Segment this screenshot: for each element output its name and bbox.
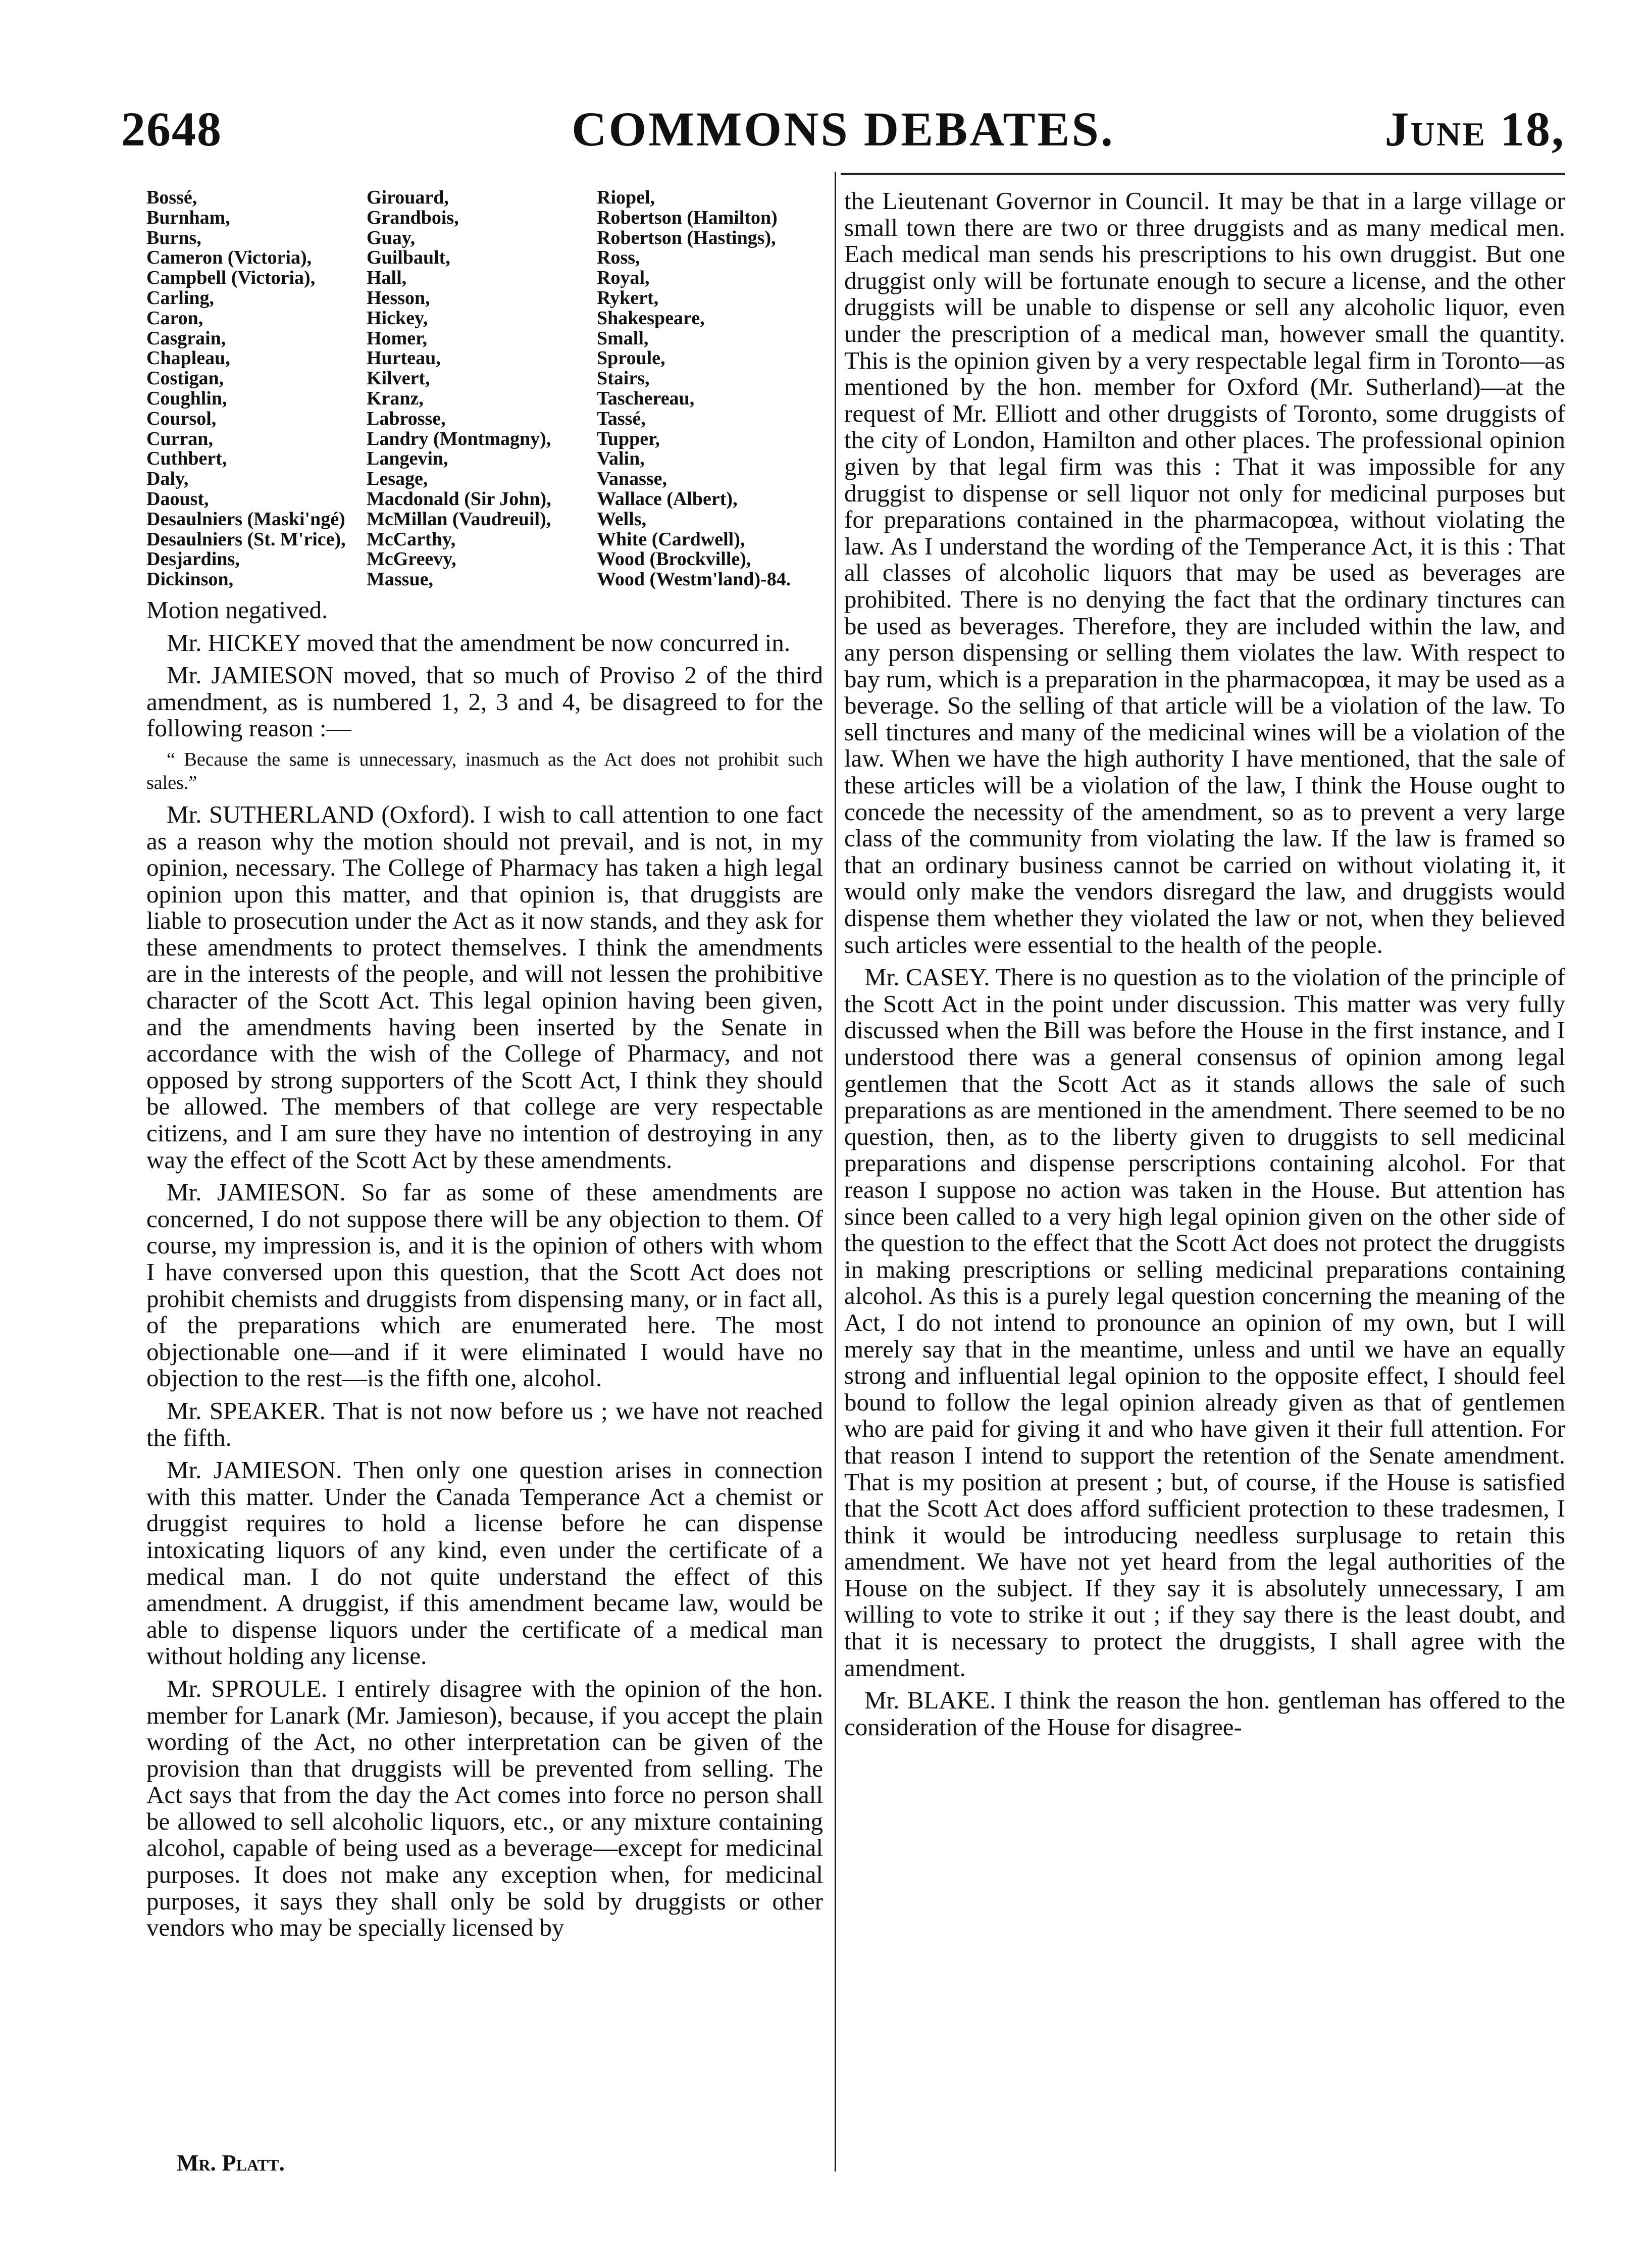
debate-paragraph: Mr. HICKEY moved that the amendment be now concurred in.	[167, 628, 791, 657]
division-name: Labrosse,	[367, 409, 446, 429]
division-name: Taschereau,	[597, 388, 695, 409]
division-name: Kilvert,	[367, 369, 430, 389]
division-name: Kranz,	[367, 388, 424, 409]
division-list	[146, 188, 823, 590]
division-name: Casgrain,	[146, 328, 226, 349]
debate-paragraph: Mr. JAMIESON. Then only one question arises in connection with this matter. Under the Canada Temperance Act a chemist or druggist requires to hold a license before he can dispense intoxicating liquors of any kind, even under the certificate of a medical man. I do not quite understand the effect of this amendment. A druggist, if this amendment became law, would be able to dispense liquors under the certificate of a medical man without holding any license.	[146, 1456, 823, 1670]
division-name: Chapleau,	[146, 348, 230, 369]
division-name: White (Cardwell),	[597, 529, 745, 550]
division-name: Daoust,	[146, 489, 209, 510]
division-name: Tassé,	[597, 409, 646, 429]
left-column	[146, 188, 823, 1947]
page-date: June 18,	[1384, 102, 1565, 156]
debate-paragraph: Motion negatived.	[146, 595, 328, 624]
debate-paragraph: Mr. BLAKE. I think the reason the hon. gentleman has offered to the consideration of the House for disagree-	[844, 1686, 1565, 1741]
division-name: Carling,	[146, 288, 215, 309]
column-divider	[835, 172, 836, 2172]
division-name: Desaulniers (St. M'rice),	[146, 529, 346, 550]
division-name: Massue,	[367, 570, 433, 590]
division-name: Sproule,	[597, 348, 665, 369]
debate-paragraph: Mr. SPEAKER. That is not now before us ; we have not reached the fifth.	[146, 1396, 823, 1451]
division-name: Hurteau,	[367, 348, 441, 369]
division-name: Cameron (Victoria),	[146, 248, 312, 269]
division-name: Wood (Brockville),	[597, 549, 751, 570]
division-name: Burns,	[146, 228, 201, 248]
division-name: Desaulniers (Maski'ngé)	[146, 509, 345, 530]
left-column-text	[146, 597, 823, 1941]
header-rule	[841, 173, 1565, 175]
quoted-reason: “ Because the same is unnecessary, inasmuch as the Act does not prohibit such sales.”	[146, 748, 823, 793]
division-name: Hesson,	[367, 288, 430, 309]
right-column	[844, 188, 1565, 1746]
right-column-text	[844, 188, 1565, 1740]
footer-signature: Mr. Platt.	[177, 2150, 285, 2176]
division-name: Robertson (Hamilton)	[597, 208, 778, 228]
division-name: Caron,	[146, 308, 203, 329]
division-name: Grandbois,	[367, 208, 459, 228]
division-name: Macdonald (Sir John),	[367, 489, 551, 510]
division-name: Desjardins,	[146, 549, 240, 570]
division-name: Rykert,	[597, 288, 659, 309]
division-name: Small,	[597, 328, 649, 349]
division-name: Cuthbert,	[146, 449, 227, 470]
division-name: Shakespeare,	[597, 308, 705, 329]
division-name: Tupper,	[597, 429, 660, 449]
debate-paragraph: Mr. JAMIESON moved, that so much of Proviso 2 of the third amendment, as is numbered 1, 2, 3 and 4, be disagreed to for the following reason :—	[146, 661, 823, 742]
division-name: Robertson (Hastings),	[597, 228, 776, 248]
division-name: Valin,	[597, 449, 645, 470]
division-name: Stairs,	[597, 369, 650, 389]
page-number: 2648	[121, 102, 222, 156]
division-name: Lesage,	[367, 469, 428, 489]
division-name: Royal,	[597, 268, 650, 288]
division-name: Curran,	[146, 429, 213, 449]
division-name: Daly,	[146, 469, 189, 489]
debate-paragraph: Mr. SPROULE. I entirely disagree with the opinion of the hon. member for Lanark (Mr. Jamieson), because, if you accept the plain wording of the Act, no other interpretation can be given of the provision than that druggists will be prevented from selling. The Act says that from the day the Act comes into force no person shall be allowed to sell alcoholic liquors, etc., or any mixture containing alcohol, capable of being used as a beverage—except for medicinal purposes. It does not make any exception when, for medicinal purposes, it says they shall only be sold by druggists or other vendors who may be specially licensed by	[146, 1674, 823, 1942]
division-name: Wells,	[597, 509, 647, 530]
debate-paragraph: Mr. SUTHERLAND (Oxford). I wish to call attention to one fact as a reason why the motion should not prevail, and is not, in my opinion, necessary. The College of Pharmacy has taken a high legal opinion upon this matter, and that opinion is, that druggists are liable to prosecution under the Act as it now stands, and they ask for these amendments to protect themselves. I think the amendments are in the interests of the people, and will not lessen the prohibitive character of the Scott Act. This legal opinion having been given, and the amendments having been inserted by the Senate in accordance with the wish of the College of Pharmacy, and not opposed by strong supporters of the Scott Act, I think they should be allowed. The members of that college are very respectable citizens, and I am sure they have no intention of destroying in any way the effect of the Scott Act by these amendments.	[146, 800, 823, 1174]
publication-title: COMMONS DEBATES.	[572, 102, 1115, 156]
division-name: Vanasse,	[597, 469, 667, 489]
division-name: McMillan (Vaudreuil),	[367, 509, 551, 530]
division-name: Hall,	[367, 268, 407, 288]
division-name: Coursol,	[146, 409, 217, 429]
division-name: Hickey,	[367, 308, 428, 329]
debate-paragraph: Mr. JAMIESON. So far as some of these amendments are concerned, I do not suppose there will be any objection to them. Of course, my impression is, and it is the opinion of others with whom I have conversed upon this question, that the Scott Act does not prohibit chemists and druggists from dispensing many, or in fact all, of the preparations which are enumerated here. The most objectionable one—and if it were eliminated I would have no objection to the rest—is the fifth one, alcohol.	[146, 1178, 823, 1392]
division-name: Dickinson,	[146, 570, 234, 590]
page-header	[121, 101, 1565, 162]
division-name: Burnham,	[146, 208, 230, 228]
division-name: Homer,	[367, 328, 427, 349]
debate-paragraph: Mr. CASEY. There is no question as to the violation of the principle of the Scott Act in the point under discussion. This matter was very fully discussed when the Bill was before the House in the first instance, and I understood there was a general consensus of opinion among legal gentlemen that the Scott Act as it stands allows the sale of such preparations as are mentioned in the amendment. There seemed to be no question, then, as to the liberty given to druggists to sell medicinal preparations and dispense perscriptions containing alcohol. For that reason I suppose no action was taken in the House. But attention has since been called to a very high legal opinion given on the other side of the question to the effect that the Scott Act does not protect the druggists in making prescriptions or selling medicinal preparations containing alcohol. As this is a purely legal question concerning the meaning of the Act, I do not intend to pronounce an opinion of my own, but I will merely say that in the meantime, unless and until we have an equally strong and influential legal opinion to the opposite effect, I should feel bound to follow the legal opinion already given as that of gentlemen who are paid for giving it and who have given it their full attention. For that reason I intend to support the retention of the Senate amendment. That is my position at present ; but, of course, if the House is satisfied that the Scott Act does afford sufficient protection to these tradesmen, I think it would be introducing needless surplusage to retain this amendment. We have not yet heard from the legal authorities of the House on the subject. If they say it is absolutely unnecessary, I am willing to vote to strike it out ; if they say there is the least doubt, and that it is necessary to protect the druggists, I shall agree with the amendment.	[844, 963, 1565, 1682]
division-name: Guilbault,	[367, 248, 450, 269]
division-name: Bossé,	[146, 188, 197, 208]
division-name: Coughlin,	[146, 388, 227, 409]
division-name: Costigan,	[146, 369, 224, 389]
division-name: Landry (Montmagny),	[367, 429, 551, 449]
debate-paragraph: the Lieutenant Governor in Council. It may be that in a large village or small town there are two or three druggists and as many medical men. Each medical man sends his prescriptions to his own druggist. But one druggist only will be fortunate enough to secure a license, and the other druggists will be unable to dispense or sell any alcoholic liquor, even under the prescription of a medical man, however small the quantity. This is the opinion given by a very respectable legal firm in Toronto—as mentioned by the hon. member for Oxford (Mr. Sutherland)—at the request of Mr. Elliott and other druggists of Toronto, some druggists of the city of London, Hamilton and other places. The professional opinion given by that legal firm was this : That it was impossible for any druggist to dispense or sell liquor not only for medicinal purposes but for preparations contained in the pharmacopœa, without violating the law. As I understand the wording of the Temperance Act, it is this : That all classes of alcoholic liquors that may be used as beverages are prohibited. There is no denying the fact that the ordinary tinctures can be used as beverages. Therefore, they are included within the law, and any person dispensing or selling them violates the law. With respect to bay rum, which is a preparation in the pharmacopœa, it may be used as a beverage. So the selling of that article will be a violation of the law. To sell tinctures and many of the medicinal wines will be a violation of the law. When we have the high authority I have mentioned, that the sale of these articles will be a violation of the law, I think the House ought to concede the necessity of the amendment, so as to prevent a very large class of the community from violating the law. If the law is framed so that an ordinary business cannot be carried on without violating it, it would only make the vendors disregard the law, and druggists would dispense them whether they violated the law or not, when they believed such articles were essential to the health of the people.	[844, 187, 1565, 959]
division-name: Ross,	[597, 248, 640, 269]
division-name: Langevin,	[367, 449, 448, 470]
division-name: McGreevy,	[367, 549, 456, 570]
division-name: McCarthy,	[367, 529, 456, 550]
division-name: Wood (Westm'land)-84.	[597, 570, 791, 590]
division-name: Girouard,	[367, 188, 449, 208]
division-name: Campbell (Victoria),	[146, 268, 316, 288]
division-name: Guay,	[367, 228, 416, 248]
division-name: Wallace (Albert),	[597, 489, 738, 510]
division-name: Riopel,	[597, 188, 655, 208]
